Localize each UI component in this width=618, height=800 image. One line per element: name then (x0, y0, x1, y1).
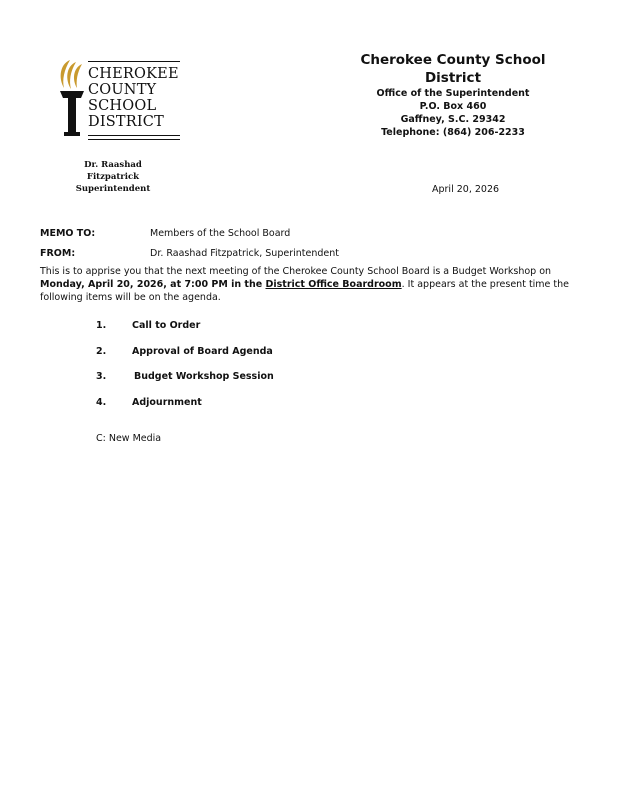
body-location: District Office Boardroom (265, 279, 402, 290)
agenda-number: 4. (96, 397, 107, 408)
agenda-label: Budget Workshop Session (134, 371, 274, 382)
office-name: Office of the Superintendent (376, 88, 530, 99)
body-meeting-time: Monday, April 20, 2026, at 7:00 PM in the (40, 279, 266, 290)
agenda-label: Call to Order (132, 320, 201, 331)
superintendent-block (58, 159, 168, 195)
logo-line: DISTRICT (88, 114, 164, 130)
cc-line: C: New Media (96, 433, 162, 444)
agenda-number: 1. (96, 320, 107, 331)
superintendent-name: Dr. Raashad Fitzpatrick (84, 160, 142, 182)
city-state-zip: Gaffney, S.C. 29342 (400, 114, 506, 125)
agenda-label: Adjournment (132, 397, 202, 408)
agenda-number: 3. (96, 371, 107, 382)
agenda-number: 2. (96, 346, 107, 357)
logo-rule-top (88, 61, 180, 62)
agenda-label: Approval of Board Agenda (132, 346, 273, 357)
logo-line: CHEROKEE (88, 66, 179, 82)
memo-to-label: MEMO TO: (40, 228, 96, 239)
phone-number: Telephone: (864) 206-2233 (381, 127, 525, 138)
logo-wordmark (88, 66, 179, 130)
body-text-1: This is to apprise you that the next meeting of the Cherokee County School Board is a Budget Workshop on (40, 266, 552, 277)
memo-body (40, 265, 580, 304)
memo-to-value: Members of the School Board (150, 228, 291, 239)
logo-line: COUNTY (88, 82, 157, 98)
po-box: P.O. Box 460 (419, 101, 487, 112)
torch-icon (56, 58, 88, 144)
body-text-2: . It appears at the present time the following items will be on the agenda. (40, 279, 570, 303)
memo-date: April 20, 2026 (432, 184, 500, 195)
memo-from-value: Dr. Raashad Fitzpatrick, Superintendent (150, 248, 339, 259)
district-logo (56, 58, 180, 144)
memo-from-label: FROM: (40, 248, 76, 259)
org-name: Cherokee County School District (360, 52, 546, 86)
logo-line: SCHOOL (88, 98, 157, 114)
superintendent-title: Superintendent (75, 184, 151, 194)
logo-rule-bottom-2 (88, 139, 180, 140)
logo-rule-bottom (88, 135, 180, 136)
letterhead (333, 51, 573, 139)
